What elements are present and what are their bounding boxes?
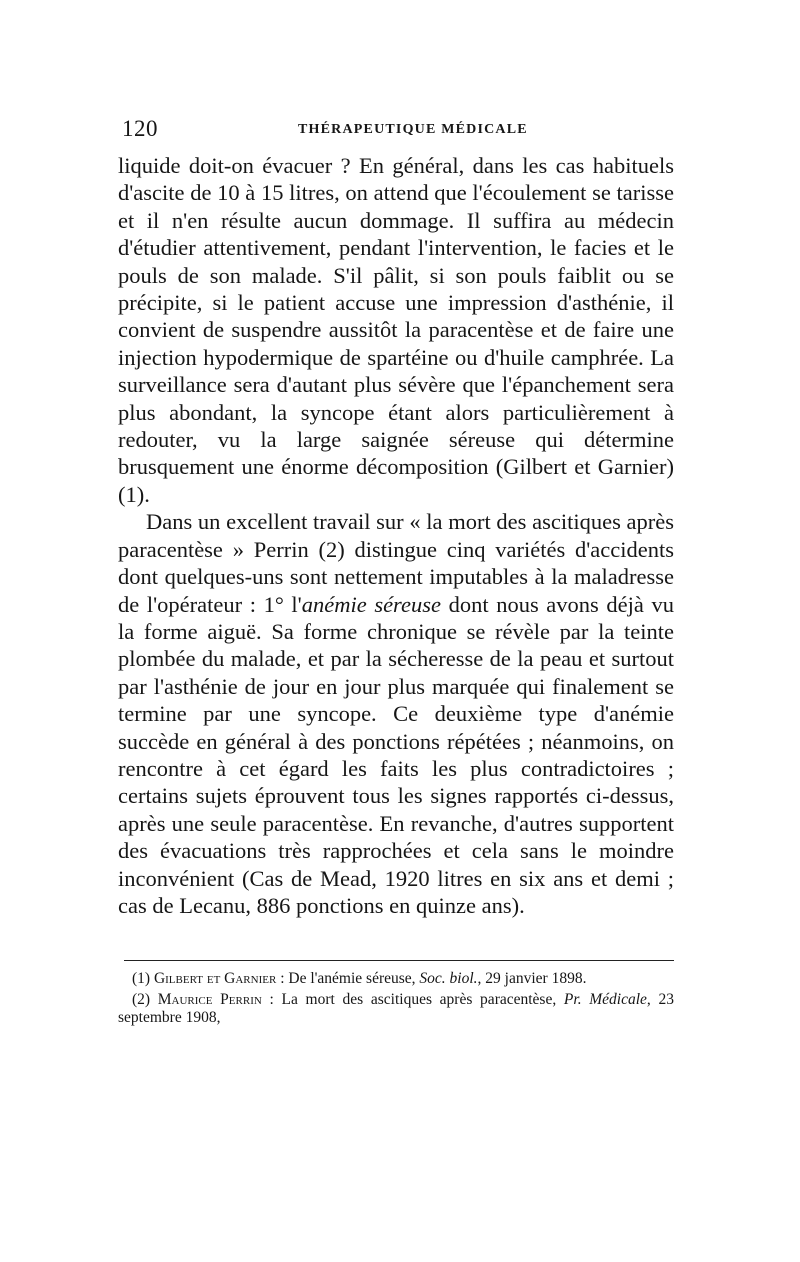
footnotes bbox=[118, 970, 674, 1030]
footnote-author: Maurice Perrin bbox=[157, 990, 262, 1008]
footnote-journal: Soc. biol. bbox=[419, 970, 478, 987]
footnote-divider bbox=[124, 960, 674, 961]
footnote-text: , 29 janvier 1898. bbox=[477, 970, 587, 987]
paragraph-text: Dans un excellent travail sur « la mort des ascitiques après paracentèse » Perrin (2) distingue cinq variétés d'accidents dont quelques-uns sont nettement imputables à la maladresse de l'opérateur : 1° l' bbox=[118, 509, 674, 617]
footnote-text: : La mort des ascitiques après paracentèse, bbox=[261, 990, 564, 1008]
footnote-2 bbox=[118, 991, 674, 1028]
paragraph-perrin bbox=[118, 508, 674, 919]
paragraph-continuation: liquide doit-on évacuer ? En général, dans les cas habituels d'ascite de 10 à 15 litres, on attend que l'écoulement se tarisse et il n'en résulte aucun dommage. Il suffira au médecin d'étudier attentivement, pendant l'intervention, le facies et le pouls de son malade. S'il pâlit, si son pouls faiblit ou se précipite, si le patient accuse une impression d'asthénie, il convient de suspendre aussitôt la paracentèse et de faire une injection hypodermique de spartéine ou d'huile camphrée. La surveillance sera d'autant plus sévère que l'épanchement sera plus abondant, la syncope étant alors particulièrement à redouter, vu la large saignée séreuse qui détermine brusquement une énorme décomposition (Gilbert et Garnier) (1). bbox=[118, 153, 674, 507]
footnote-marker: (2) bbox=[132, 990, 158, 1008]
footnote-1 bbox=[118, 970, 674, 989]
footnote-journal: Pr. Médicale bbox=[563, 990, 647, 1008]
footnote-text: , 23 septembre 1908, bbox=[118, 990, 674, 1026]
page-header bbox=[118, 116, 674, 146]
body-text bbox=[118, 152, 674, 919]
italic-term: anémie séreuse bbox=[301, 591, 441, 617]
paragraph-text: dont nous avons déjà vu la forme aiguë. Sa forme chronique se révèle par la teinte plombée du malade, et par la sécheresse de la peau et surtout par l'asthénie de jour en jour plus marquée qui finalement se termine par une syncope. Ce deuxième type d'anémie succède en général à des ponctions répétées ; néanmoins, on rencontre à cet égard les faits les plus contradictoires ; certains sujets éprouvent tous les signes rapportés ci-dessus, après une seule paracentèse. En revanche, d'autres supportent des évacuations très rapprochées et cela sans le moindre inconvénient (Cas de Mead, 1920 litres en six ans et demi ; cas de Lecanu, 886 ponctions en quinze ans). bbox=[118, 591, 674, 918]
footnote-author: Gilbert et Garnier bbox=[153, 970, 277, 987]
running-title: THÉRAPEUTIQUE MÉDICALE bbox=[298, 122, 528, 137]
footnote-marker: (1) bbox=[132, 970, 154, 987]
page-number: 120 bbox=[122, 116, 158, 141]
footnote-text: : De l'anémie séreuse, bbox=[276, 970, 420, 987]
